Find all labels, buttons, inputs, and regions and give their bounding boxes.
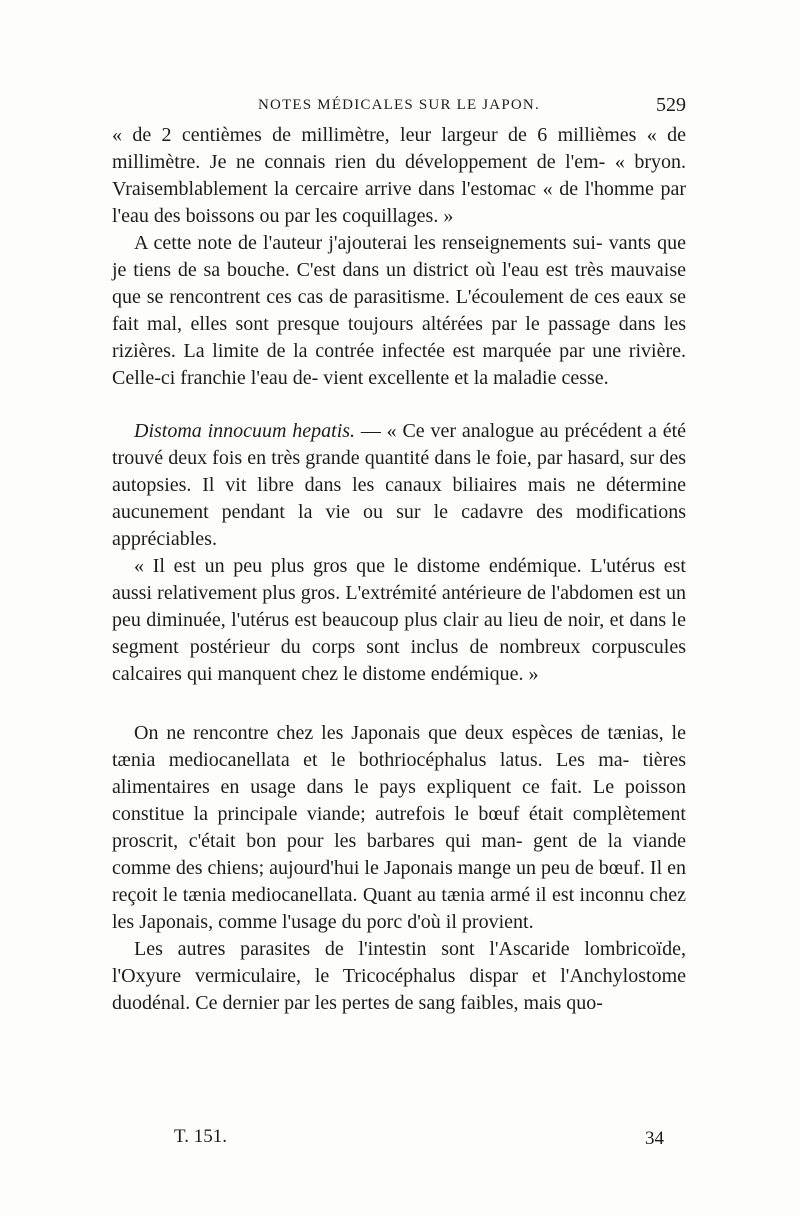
page-header — [110, 94, 686, 118]
volume-signature: T. 151. — [174, 1126, 227, 1147]
running-title: NOTES MÉDICALES SUR LE JAPON. — [258, 97, 540, 113]
paragraph-quote-end: « de 2 centièmes de millimètre, leur largeur de 6 millièmes « de millimètre. Je ne connais rien du développement de l'em- « bryon. Vraisemblablement la cercaire arrive dans l'estomac « de l'homme par l'eau des boissons ou par les coquillages. » — [112, 124, 686, 227]
paragraph-other-parasites: Les autres parasites de l'intestin sont l'Ascaride lombricoïde, l'Oxyure vermiculaire, le Tricocéphalus dispar et l'Anchylostome duodénal. Ce dernier par les pertes de sang faibles, mais quo- — [112, 938, 686, 1014]
paragraph-taenia: On ne rencontre chez les Japonais que deux espèces de tænias, le tænia mediocanellata et le bothriocéphalus latus. Les ma- tières alimentaires en usage dans le pays expliquent ce fait. Le poisson constitue la principale viande; autrefois le bœuf était complètement proscrit, c'était bon pour les barbares qui man- gent de la viande comme des chiens; aujourd'hui le Japonais mange un peu de bœuf. Il en reçoit le tænia mediocanellata. Quant au tænia armé il est inconnu chez les Japonais, comme l'usage du porc d'où il provient. — [112, 722, 687, 933]
page-footer — [112, 1126, 686, 1152]
paragraph-author-note: A cette note de l'auteur j'ajouterai les renseignements sui- vants que je tiens de sa bouche. C'est dans un district où l'eau est très mauvaise que se rencontrent ces cas de parasitisme. L'écoulement de ces eaux se fait mal, elles sont presque toujours altérées par le passage dans les rizières. La limite de la contrée infectée est marquée par une rivière. Celle-ci franchie l'eau de- vient excellente et la maladie cesse. — [112, 232, 686, 389]
body-text — [112, 122, 686, 1017]
page-number: 529 — [656, 94, 686, 116]
sheet-number: 34 — [645, 1128, 664, 1149]
paragraph-distoma-text: — « Ce ver analogue au précédent a été trouvé deux fois en très grande quantité dans le foie, par hasard, sur des autopsies. Il vit libre dans les canaux biliaires mais ne détermine aucunement pendant la vie ou sur le cadavre des modifications appréciables. — [112, 420, 687, 550]
paragraph-distoma — [112, 418, 686, 553]
paragraph-distoma-description: « Il est un peu plus gros que le distome endémique. L'utérus est aussi relativement plus gros. L'extrémité antérieure de l'abdomen est un peu diminuée, l'utérus est beaucoup plus clair au lieu de noir, et dans le segment postérieur du corps sont inclus de nombreux corpuscules calcaires qui manquent chez le distome endémique. » — [112, 555, 686, 685]
species-title: Distoma innocuum hepatis. — [134, 420, 356, 442]
